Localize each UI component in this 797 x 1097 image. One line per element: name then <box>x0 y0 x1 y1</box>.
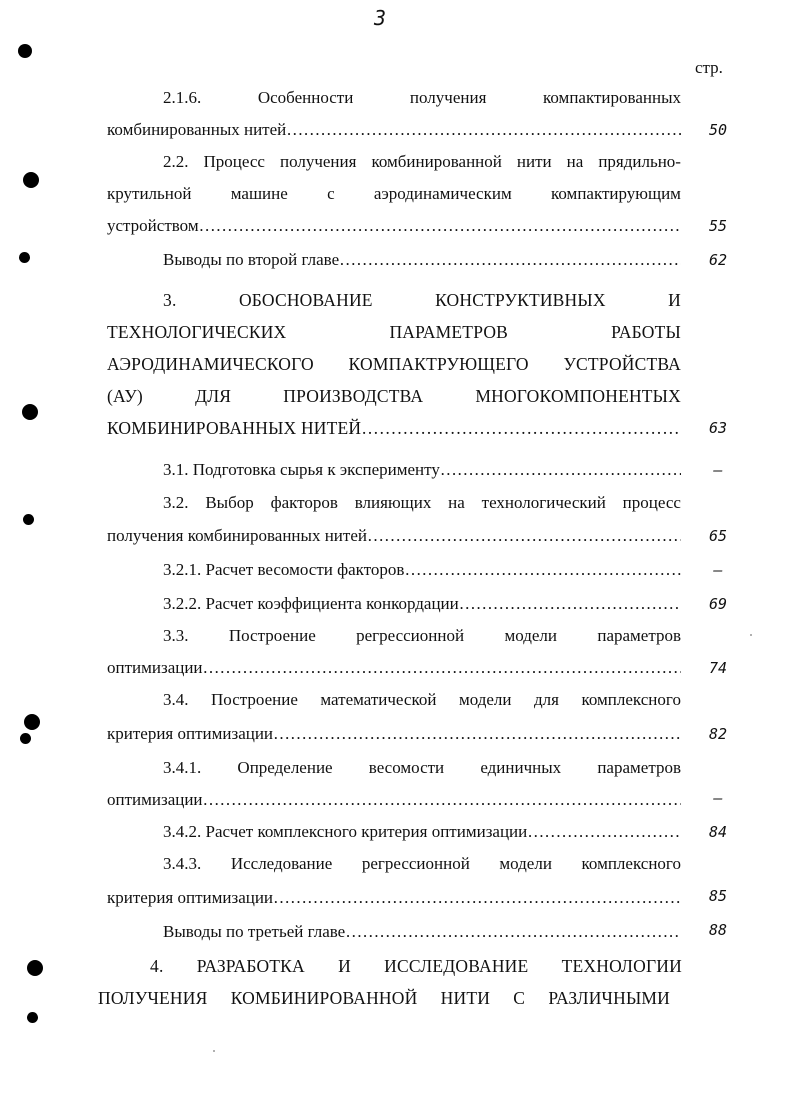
word: комбинированной <box>371 152 502 171</box>
binder-hole-2 <box>23 172 39 188</box>
word: нити <box>516 152 552 171</box>
word: 3.3. <box>163 626 189 645</box>
toc-chapter-3-line-3 <box>107 354 681 374</box>
word: комплексного <box>581 690 681 709</box>
toc-entry-3-2-line-2: получения комбинированных нитей …………………………………………………………………………………………………………………………………………………………………………………… <box>107 526 681 546</box>
word: получения <box>409 88 487 107</box>
word: КОМПАКТРУЮЩЕГО <box>348 354 529 374</box>
toc-page-2-2: 55 <box>708 217 728 235</box>
binder-hole-4 <box>22 404 38 420</box>
word: математической <box>320 690 437 709</box>
toc-entry-3-4-3-line-2: критерия оптимизации …………………………………………………………………………………………………………………………………………………………………………………… <box>107 888 681 908</box>
binder-hole-3 <box>19 252 30 263</box>
word: ДЛЯ <box>195 386 232 406</box>
toc-entry-2-1-6-line-1 <box>163 88 681 108</box>
word: процесс <box>622 493 681 512</box>
word: КОМБИНИРОВАННОЙ <box>230 988 418 1008</box>
toc-entry-3-4-line-1 <box>163 690 681 710</box>
word: Процесс <box>203 152 265 171</box>
toc-entry-2-2-line-3: устройством …………………………………………………………………………………………………………………………………………………………………………………… <box>107 216 681 236</box>
word: компактированных <box>542 88 681 107</box>
toc-entry-3-3-line-1 <box>163 626 681 646</box>
word: влияющих <box>354 493 432 512</box>
page-column-header: стр. <box>695 58 723 77</box>
word: Определение <box>237 758 333 777</box>
word: РАЗЛИЧНЫМИ <box>548 988 670 1008</box>
toc-chapter-3-line-1 <box>163 290 681 310</box>
word: Особенности <box>257 88 354 107</box>
word: Выбор <box>205 493 254 512</box>
toc-entry-3-4-line-2: критерия оптимизации …………………………………………………………………………………………………………………………………………………………………………………… <box>107 724 681 744</box>
word: регрессионной <box>356 626 465 645</box>
word: И <box>338 956 351 976</box>
word: 3.4.3. <box>163 854 202 873</box>
word: С <box>513 988 526 1008</box>
word: единичных <box>480 758 562 777</box>
toc-entry-3-4-1-line-2: оптимизации …………………………………………………………………………………………………………………………………………………………………………………… <box>107 790 681 810</box>
word: 4. <box>150 956 164 976</box>
toc-chapter-4-line-2 <box>98 988 670 1008</box>
word: для <box>534 690 559 709</box>
toc-entry-3-2-1: 3.2.1. Расчет весомости факторов …………………………………………………………………………………………………………………………………………………………………………………… <box>163 560 681 580</box>
toc-entry-3-4-2: 3.4.2. Расчет комплексного критерия оптимизации …………………………………………………………………………………………………………………………………………………………………………………… <box>163 822 681 842</box>
word: Построение <box>228 626 316 645</box>
toc-page-3-2: 65 <box>708 527 728 545</box>
word: 2.1.6. <box>163 88 202 107</box>
word: ТЕХНОЛОГИИ <box>561 956 682 976</box>
word: 3.2. <box>163 493 189 512</box>
toc-chapter-3-line-2 <box>107 322 681 342</box>
word: крутильной <box>107 184 192 203</box>
word: РАЗРАБОТКА <box>196 956 305 976</box>
toc-entry-2-1-6-line-2: комбинированных нитей …………………………………………………………………………………………………………………………………………………………………………………… <box>107 120 681 140</box>
word: Построение <box>211 690 298 709</box>
word: МНОГОКОМПОНЕНТЫХ <box>475 386 681 406</box>
page-number: 3 <box>373 6 387 30</box>
scan-speck <box>750 634 752 636</box>
toc-page-3-2-2: 69 <box>708 595 728 613</box>
toc-page-3-2-1: – <box>713 561 723 579</box>
toc-entry-3-4-3-line-1 <box>163 854 681 874</box>
word: 3.4. <box>163 690 189 709</box>
word: технологический <box>481 493 606 512</box>
toc-entry-3-4-1-line-1 <box>163 758 681 778</box>
binder-hole-6 <box>24 714 40 730</box>
word: параметров <box>597 758 681 777</box>
toc-chapter-4-line-1 <box>150 956 682 976</box>
toc-page-2-1-6: 50 <box>708 121 728 139</box>
toc-page-conclusions-3: 88 <box>708 921 728 939</box>
word: ОБОСНОВАНИЕ <box>238 290 373 310</box>
word: 3.4.1. <box>163 758 202 777</box>
toc-page-3-1: – <box>713 461 723 479</box>
scan-speck <box>213 1050 215 1052</box>
binder-hole-7 <box>20 733 31 744</box>
toc-entry-conclusions-3: Выводы по третьей главе …………………………………………………………………………………………………………………………………………………………………………………… <box>163 922 681 942</box>
toc-entry-conclusions-2: Выводы по второй главе …………………………………………………………………………………………………………………………………………………………………………………… <box>163 250 681 270</box>
word: модели <box>504 626 557 645</box>
word: компактирующим <box>550 184 681 203</box>
word: ПАРАМЕТРОВ <box>389 322 509 342</box>
toc-page-3-4: 82 <box>708 725 728 743</box>
toc-entry-3-3-line-2: оптимизации …………………………………………………………………………………………………………………………………………………………………………………… <box>107 658 681 678</box>
word: регрессионной <box>361 854 470 873</box>
toc-chapter-3-line-4 <box>107 386 681 406</box>
word: (АУ) <box>107 386 143 406</box>
toc-page-3-4-3: 85 <box>708 887 728 905</box>
toc-chapter-3-line-5: КОМБИНИРОВАННЫХ НИТЕЙ …………………………………………………………………………………………………………………………………………………………………………………… <box>107 418 681 438</box>
word: УСТРОЙСТВА <box>563 354 681 374</box>
toc-entry-3-2-2: 3.2.2. Расчет коэффициента конкордации …………………………………………………………………………………………………………………………………………………………………………………… <box>163 594 681 614</box>
word: модели <box>499 854 552 873</box>
binder-hole-8 <box>27 960 43 976</box>
toc-page-chapter-3: 63 <box>708 419 728 437</box>
word: прядильно- <box>598 152 681 171</box>
binder-hole-1 <box>18 44 32 58</box>
word: с <box>327 184 335 203</box>
binder-hole-5 <box>23 514 34 525</box>
word: 2.2. <box>163 152 189 171</box>
word: комплексного <box>581 854 681 873</box>
word: 3. <box>163 290 177 310</box>
word: И <box>668 290 681 310</box>
toc-page-conclusions-2: 62 <box>708 251 728 269</box>
word: КОНСТРУКТИВНЫХ <box>435 290 606 310</box>
toc-page-3-3: 74 <box>708 659 728 677</box>
toc-entry-2-2-line-2 <box>107 184 681 204</box>
word: ИССЛЕДОВАНИЕ <box>384 956 529 976</box>
word: ПРОИЗВОДСТВА <box>283 386 424 406</box>
word: модели <box>458 690 512 709</box>
toc-entry-2-2-line-1 <box>163 152 681 172</box>
word: на <box>566 152 584 171</box>
word: ПОЛУЧЕНИЯ <box>98 988 208 1008</box>
word: РАБОТЫ <box>611 322 681 342</box>
toc-entry-3-1: 3.1. Подготовка сырья к эксперименту …………………………………………………………………………………………………………………………………………………………………………………… <box>163 460 681 480</box>
word: АЭРОДИНАМИЧЕСКОГО <box>107 354 314 374</box>
toc-page-3-4-2: 84 <box>708 823 728 841</box>
toc-entry-3-2-line-1 <box>163 493 681 513</box>
toc-page-3-4-1: – <box>713 789 723 807</box>
word: факторов <box>270 493 338 512</box>
word: машине <box>230 184 288 203</box>
word: Исследование <box>230 854 333 873</box>
word: на <box>448 493 465 512</box>
binder-hole-9 <box>27 1012 38 1023</box>
word: ТЕХНОЛОГИЧЕСКИХ <box>107 322 287 342</box>
word: весомости <box>368 758 445 777</box>
word: параметров <box>597 626 681 645</box>
word: аэродинамическим <box>373 184 512 203</box>
word: получения <box>279 152 357 171</box>
word: НИТИ <box>440 988 491 1008</box>
